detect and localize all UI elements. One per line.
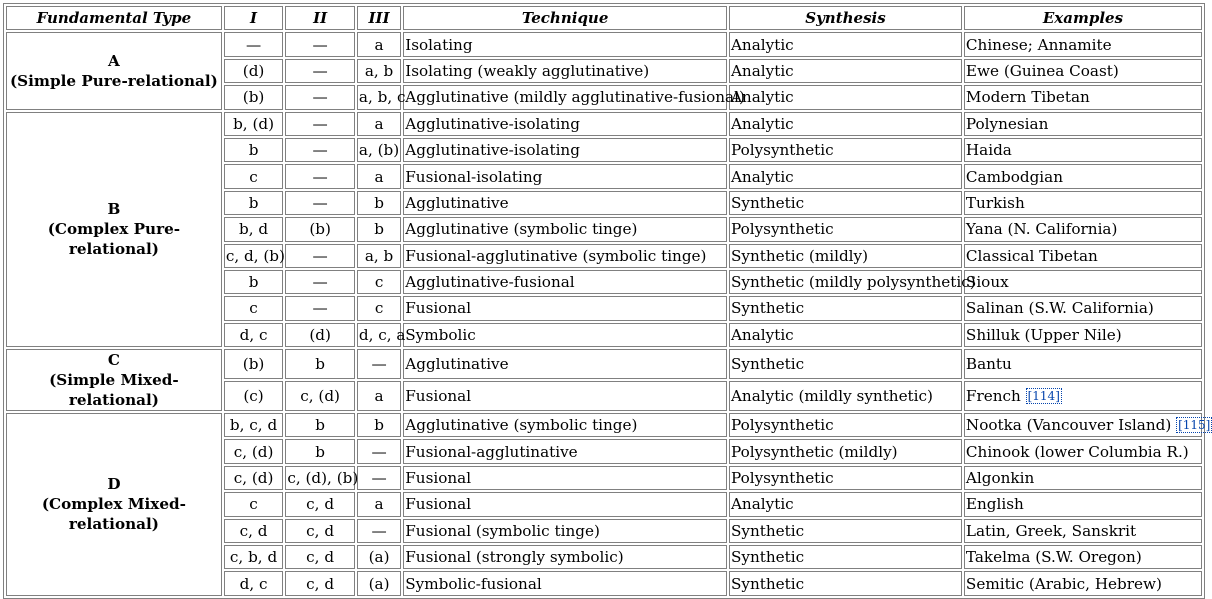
cell-ii: — [285, 85, 355, 109]
cell-i: b [224, 191, 284, 215]
cell-ii: — [285, 191, 355, 215]
header-iii: III [357, 6, 401, 30]
example-text: Haida [965, 141, 1012, 160]
cell-example [964, 466, 1202, 490]
cell-example [964, 270, 1202, 294]
table-row [6, 349, 1202, 379]
cell-i: c, (d) [224, 466, 284, 490]
table-row [6, 413, 1202, 437]
cell-ii: c, d [285, 571, 355, 595]
cell-ii: b [285, 413, 355, 437]
cell-example [964, 138, 1202, 162]
cell-synthesis: Synthetic [729, 571, 962, 595]
example-text: Classical Tibetan [965, 246, 1098, 265]
cell-ii: — [285, 164, 355, 188]
cell-iii: b [357, 191, 401, 215]
fundamental-type-cell [6, 413, 222, 596]
cell-i: c [224, 492, 284, 516]
example-text: Modern Tibetan [965, 88, 1090, 107]
type-name: (Simple Mixed-relational) [49, 371, 179, 410]
cell-technique: Agglutinative-isolating [403, 138, 727, 162]
cell-i: (b) [224, 85, 284, 109]
cell-iii: b [357, 217, 401, 241]
cell-technique: Fusional [403, 296, 727, 320]
cell-technique: Fusional [403, 466, 727, 490]
cell-ii: c, (d), (b) [285, 466, 355, 490]
cell-synthesis: Analytic [729, 112, 962, 136]
cell-iii: b [357, 413, 401, 437]
cell-i: c, (d) [224, 439, 284, 463]
cell-synthesis: Analytic (mildly synthetic) [729, 381, 962, 411]
cell-example [964, 85, 1202, 109]
cell-ii: — [285, 244, 355, 268]
cell-iii: — [357, 466, 401, 490]
language-typology-table [3, 3, 1211, 599]
cell-i: c [224, 164, 284, 188]
cell-iii: (a) [357, 545, 401, 569]
header-row [6, 6, 1202, 30]
cell-ii: — [285, 138, 355, 162]
cell-i: c, d [224, 519, 284, 543]
cell-iii: a [357, 32, 401, 56]
header-synthesis: Synthesis [729, 6, 962, 30]
table-row [6, 32, 1202, 56]
cell-iii: — [357, 349, 401, 379]
cell-synthesis: Analytic [729, 323, 962, 347]
cell-technique: Fusional (strongly symbolic) [403, 545, 727, 569]
header-i: I [224, 6, 284, 30]
cell-synthesis: Polysynthetic (mildly) [729, 439, 962, 463]
cell-synthesis: Synthetic [729, 545, 962, 569]
cell-ii: b [285, 439, 355, 463]
example-text: Polynesian [965, 114, 1049, 133]
cell-technique: Agglutinative [403, 191, 727, 215]
cell-ii: c, (d) [285, 381, 355, 411]
cell-technique: Fusional-agglutinative (symbolic tinge) [403, 244, 727, 268]
cell-synthesis: Analytic [729, 32, 962, 56]
fundamental-type-cell [6, 112, 222, 348]
example-text: Cambodgian [965, 167, 1064, 186]
fundamental-type-cell [6, 32, 222, 109]
cell-synthesis: Synthetic [729, 191, 962, 215]
example-text: Yana (N. California) [965, 220, 1118, 239]
example-text: Nootka (Vancouver Island) [965, 416, 1172, 435]
cell-ii: b [285, 349, 355, 379]
cell-technique: Fusional-isolating [403, 164, 727, 188]
cell-technique: Agglutinative (mildly agglutinative-fusional) [403, 85, 727, 109]
header-ii: II [285, 6, 355, 30]
cell-ii: — [285, 112, 355, 136]
cell-example [964, 349, 1202, 379]
example-text: Shilluk (Upper Nile) [965, 325, 1122, 344]
cell-example [964, 439, 1202, 463]
cell-ii: — [285, 270, 355, 294]
cell-i: (d) [224, 59, 284, 83]
cell-synthesis: Analytic [729, 164, 962, 188]
cell-technique: Fusional [403, 381, 727, 411]
table-body [6, 32, 1211, 595]
cell-synthesis: Polysynthetic [729, 413, 962, 437]
example-text: Chinese; Annamite [965, 35, 1112, 54]
cell-technique: Agglutinative-isolating [403, 112, 727, 136]
example-text: Takelma (S.W. Oregon) [965, 548, 1142, 567]
example-text: French [965, 387, 1021, 406]
cell-example [964, 323, 1202, 347]
example-text: Ewe (Guinea Coast) [965, 61, 1119, 80]
reference-link[interactable]: [115] [1178, 418, 1211, 433]
cell-technique: Agglutinative (symbolic tinge) [403, 413, 727, 437]
cell-example [964, 59, 1202, 83]
cell-technique: Isolating (weakly agglutinative) [403, 59, 727, 83]
cell-i: b, d [224, 217, 284, 241]
cell-technique: Agglutinative-fusional [403, 270, 727, 294]
cell-iii: a, b [357, 244, 401, 268]
cell-ii: (d) [285, 323, 355, 347]
cell-example [964, 519, 1202, 543]
cell-technique: Fusional [403, 492, 727, 516]
cell-example [964, 381, 1202, 411]
cell-i: c, d, (b) [224, 244, 284, 268]
cell-iii: a [357, 112, 401, 136]
cell-iii: a [357, 164, 401, 188]
type-letter: C [107, 351, 120, 370]
cell-iii: a, b [357, 59, 401, 83]
cell-ii: c, d [285, 492, 355, 516]
cell-iii: a [357, 492, 401, 516]
example-text: Chinook (lower Columbia R.) [965, 442, 1189, 461]
cell-example [964, 413, 1211, 437]
cell-example [964, 571, 1202, 595]
cell-iii: a, b, c [357, 85, 401, 109]
cell-technique: Fusional (symbolic tinge) [403, 519, 727, 543]
cell-example [964, 545, 1202, 569]
cell-synthesis: Synthetic [729, 296, 962, 320]
cell-i: d, c [224, 571, 284, 595]
cell-example [964, 492, 1202, 516]
cell-iii: c [357, 270, 401, 294]
cell-iii: d, c, a [357, 323, 401, 347]
type-name: (Complex Mixed-relational) [41, 495, 186, 534]
cell-technique: Isolating [403, 32, 727, 56]
example-text: Semitic (Arabic, Hebrew) [965, 574, 1162, 593]
cell-synthesis: Analytic [729, 492, 962, 516]
type-letter: D [107, 475, 121, 494]
example-text: Bantu [965, 355, 1012, 374]
example-text: Latin, Greek, Sanskrit [965, 521, 1137, 540]
header-examples: Examples [964, 6, 1202, 30]
cell-example [964, 32, 1202, 56]
cell-ii: c, d [285, 545, 355, 569]
header-fundamental-type: Fundamental Type [6, 6, 222, 30]
reference-link[interactable]: [114] [1027, 389, 1060, 404]
cell-ii: — [285, 296, 355, 320]
cell-synthesis: Polysynthetic [729, 217, 962, 241]
cell-example [964, 164, 1202, 188]
example-text: Salinan (S.W. California) [965, 299, 1154, 318]
cell-iii: (a) [357, 571, 401, 595]
type-name: (Complex Pure-relational) [47, 220, 181, 259]
fundamental-type-cell [6, 349, 222, 411]
cell-technique: Fusional-agglutinative [403, 439, 727, 463]
cell-i: d, c [224, 323, 284, 347]
typology-table-container [3, 3, 1211, 599]
cell-iii: a [357, 381, 401, 411]
cell-example [964, 296, 1202, 320]
cell-synthesis: Synthetic [729, 349, 962, 379]
cell-i: (b) [224, 349, 284, 379]
cell-ii: — [285, 59, 355, 83]
cell-iii: — [357, 519, 401, 543]
cell-i: b [224, 138, 284, 162]
cell-i: c [224, 296, 284, 320]
cell-i: b, c, d [224, 413, 284, 437]
cell-synthesis: Synthetic (mildly polysynthetic) [729, 270, 962, 294]
cell-i: — [224, 32, 284, 56]
type-letter: B [107, 200, 121, 219]
cell-synthesis: Analytic [729, 59, 962, 83]
cell-i: (c) [224, 381, 284, 411]
cell-example [964, 244, 1202, 268]
cell-synthesis: Polysynthetic [729, 138, 962, 162]
example-text: English [965, 495, 1024, 514]
cell-example [964, 112, 1202, 136]
cell-synthesis: Synthetic (mildly) [729, 244, 962, 268]
cell-ii: c, d [285, 519, 355, 543]
cell-iii: c [357, 296, 401, 320]
cell-technique: Agglutinative (symbolic tinge) [403, 217, 727, 241]
cell-ii: — [285, 32, 355, 56]
cell-synthesis: Polysynthetic [729, 466, 962, 490]
cell-synthesis: Analytic [729, 85, 962, 109]
cell-i: b, (d) [224, 112, 284, 136]
example-text: Algonkin [965, 469, 1035, 488]
cell-i: c, b, d [224, 545, 284, 569]
table-row [6, 112, 1202, 136]
cell-iii: a, (b) [357, 138, 401, 162]
cell-technique: Agglutinative [403, 349, 727, 379]
cell-technique: Symbolic-fusional [403, 571, 727, 595]
type-letter: A [108, 51, 120, 70]
cell-iii: — [357, 439, 401, 463]
header-technique: Technique [403, 6, 727, 30]
cell-ii: (b) [285, 217, 355, 241]
cell-technique: Symbolic [403, 323, 727, 347]
cell-i: b [224, 270, 284, 294]
cell-example [964, 191, 1202, 215]
cell-synthesis: Synthetic [729, 519, 962, 543]
example-text: Turkish [965, 193, 1025, 212]
type-name: (Simple Pure-relational) [10, 71, 218, 90]
example-text: Sioux [965, 273, 1009, 292]
cell-example [964, 217, 1202, 241]
